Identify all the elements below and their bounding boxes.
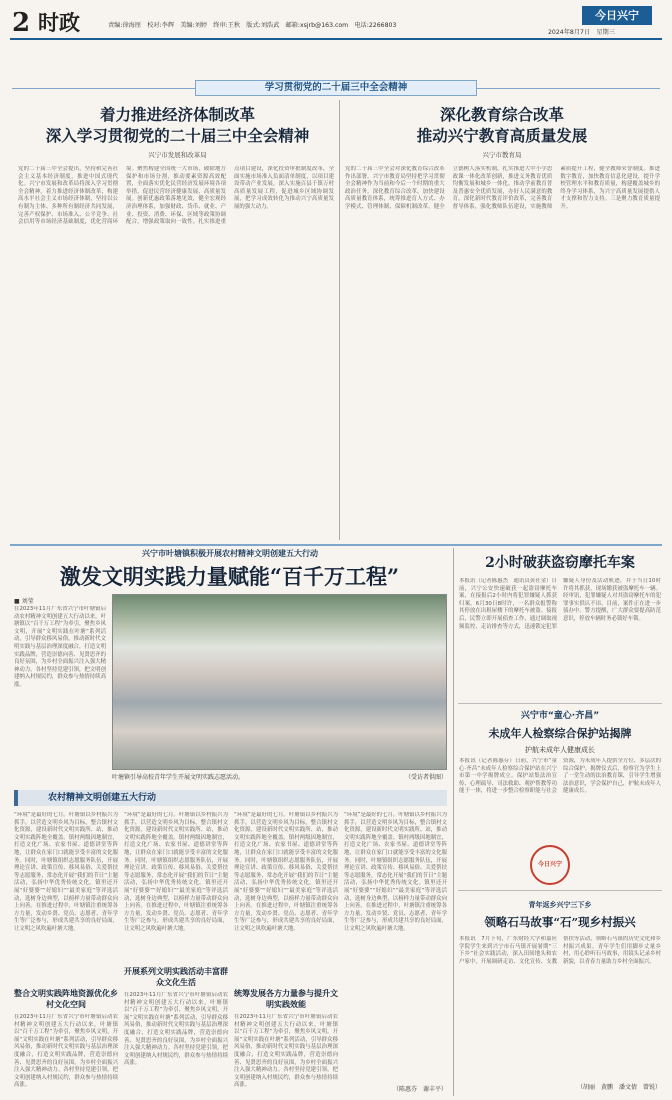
feature-body-col1: “环境”是最好的七月。叶塘镇以乡村振兴为抓手，以营造文明乡风为目标，整合镇村文化资源，建设新时代文明实践所、站，推动文明实践阵地全覆盖。镇村两级因地制宜，打造文化广场、农家书屋、道德讲堂等阵地，让群众在家门口就能享受丰富的文化服务。同时，叶塘镇组织志愿服务队伍，开展理论宣讲、政策宣传、移风易俗、关爱帮扶等志愿服务，常态化开展“我们的节日”主题活动，弘扬中华优秀传统文化。镇里还开展“好婆婆”“好媳妇”“最美家庭”等评选活动，选树身边典型，以榜样力量带动群众向上向善。在推进过程中，叶塘镇注重统筹各方力量，发动乡贤、党员、志愿者、青年学生等广泛参与，形成共建共享的良好局面，让文明之风吹遍叶塘大地。 [14,812,118,932]
newspaper-seal: 今日兴宁 [530,845,570,885]
article1-title-2: 深入学习贯彻党的二十届三中全会精神 [45,126,310,145]
article1-body: 党的二十届三中全会提出，坚持和完善社会主义基本经济制度，推进中国式现代化。兴宁市发展和改革局将深入学习贯彻全会精神，着力推进经济体制改革，构建高水平社会主义市场经济体制，坚持以公有制为主体、多种所有制经济共同发展，完善产权保护、市场准入、公平竞争、社会信用等市场经济基础制度，优化营商环境。聚焦构建全国统一大市场，破除地方保护和市场分割，推动要素资源高效配置，全面落实优化民营经济发展环境各项举措，促进民营经济健康发展、高质量发展。创新优惠政策落地见效，健全宏观经济治理体系，加强财政、货币、就业、产业、投资、消费、环保、区域等政策协调配合，增强政策取向一致性。扎实推进重点项目建设，深化投资审批制度改革，全面实施市场准入负面清单制度，以项目建设带动产业发展，深入实施百县千镇万村高质量发展工程，促进城乡区域协调发展，把学习成效转化为推动兴宁高质量发展的强大动力。 [18,166,334,226]
article2-author: 兴宁市教育局 [482,151,522,159]
subhead-integrate-positions: 整合文明实践阵地资源优化乡村文化空间 [14,988,118,1009]
news2-divider [458,890,662,891]
news2-title: 未成年人检察综合保护站揭牌 [488,727,632,740]
editor-credits: 责编:徐海厘 校对:李辉 美编:刘婷 终审:王秋 版式:刘浩武 邮箱:xsjrb@163.com 电话:2266803 [108,22,397,29]
article2-body: 党的二十届三中全会对深化教育综合改革作出部署。兴宁市教育局坚持把学习贯彻全会精神作为当前和今后一个时期的重大政治任务，深化教育综合改革，加快建设高质量教育体系，统筹推进育人方式、办学模式、管理体制、保障机制改革。健全立德树人落实机制，扎实推进大中小学思政课一体化改革创新，推进义务教育优质均衡发展和城乡一体化，推动学前教育普及普惠安全优质发展，办好人民满意的教育。深化新时代教育评价改革，完善教育督导体系，强化教师队伍建设，实施教师素质提升工程，健全教师荣誉制度。推进数字教育，加快教育信息化建设，提升学校管理水平和教育质量，构建覆盖城乡的终身学习体系，为兴宁高质量发展提供人才支撑和智力支持。三是聚力教育质量提升。 [345,166,660,210]
feature-body-col3b: 在2023年11月广东省兴宁市叶塘镇启动农村精神文明创建五大行动以来，叶塘镇以“百千万工程”为牵引，聚焦乡风文明，开展“文明实践在叶塘”系列活动，引导群众移风易俗，推动新时代文明实践与基层治理深度融合，打造文明实践品牌，营造崇德向善、见贤思齐的良好氛围，为乡村全面振兴注入强大精神动力。各村坚持党建引领，把文明创建纳入村规民约，群众参与热情持续高涨。 [234,1014,338,1089]
theme-banner: 学习贯彻党的二十届三中全会精神 [195,80,477,96]
article2-title-2: 推动兴宁教育高质量发展 [416,126,588,145]
feature-body-col4: “环境”是最好的七月。叶塘镇以乡村振兴为抓手，以营造文明乡风为目标，整合镇村文化资源，建设新时代文明实践所、站，推动文明实践阵地全覆盖。镇村两级因地制宜，打造文化广场、农家书屋、道德讲堂等阵地，让群众在家门口就能享受丰富的文化服务。同时，叶塘镇组织志愿服务队伍，开展理论宣讲、政策宣传、移风易俗、关爱帮扶等志愿服务，常态化开展“我们的节日”主题活动，弘扬中华优秀传统文化。镇里还开展“好婆婆”“好媳妇”“最美家庭”等评选活动，选树身边典型，以榜样力量带动群众向上向善。在推进过程中，叶塘镇注重统筹各方力量，发动乡贤、党员、志愿者、青年学生等广泛参与，形成共建共享的良好局面，让文明之风吹遍叶塘大地。 [344,812,447,932]
news2-subtitle: 护航未成年人健康成长 [525,746,595,754]
section-title: 时政 [38,10,80,35]
section-divider [10,544,662,546]
news3-body: 本报讯 7月下旬，广东财经大学和嘉应学院学生来到兴宁市石马镇开展暑期“三下乡”社会实践活动，深入田间地头和农户家中，开展调研走访、文化宣传、支教帮扶等活动，领略石马镇的历史文化和乡村振兴成果。青年学生们用脚步丈量乡村，用心聆听石马故事，用镜头记录乡村新貌，以青春力量助力乡村全面振兴。 [459,936,661,965]
feature-headline: 激发文明实践力量赋能“百千万工程” [59,564,400,589]
feature-lead: 在2023年11月广东省兴宁市叶塘镇启动农村精神文明创建五大行动以来，叶塘镇以“百千万工程”为牵引，聚焦乡风文明，开展“文明实践在叶塘”系列活动，引导群众移风易俗，推动新时代文明实践与基层治理深度融合，打造文明实践品牌，营造崇德向善、见贤思齐的良好氛围，为乡村全面振兴注入强大精神动力。各村坚持党建引领，把文明创建纳入村规民约，群众参与热情持续高涨。 [14,606,106,688]
feature-body-col2: “环境”是最好的七月。叶塘镇以乡村振兴为抓手，以营造文明乡风为目标，整合镇村文化资源，建设新时代文明实践所、站，推动文明实践阵地全覆盖。镇村两级因地制宜，打造文化广场、农家书屋、道德讲堂等阵地，让群众在家门口就能享受丰富的文化服务。同时，叶塘镇组织志愿服务队伍，开展理论宣讲、政策宣传、移风易俗、关爱帮扶等志愿服务，常态化开展“我们的节日”主题活动，弘扬中华优秀传统文化。镇里还开展“好婆婆”“好媳妇”“最美家庭”等评选活动，选树身边典型，以榜样力量带动群众向上向善。在推进过程中，叶塘镇注重统筹各方力量，发动乡贤、党员、志愿者、青年学生等广泛参与，形成共建共享的良好局面，让文明之风吹遍叶塘大地。 [124,812,228,932]
news1-body: 本报讯（记者陈惠杰 通讯员黄社金）日前，兴宁公安快速破获一起盗窃摩托车案，在接报后2小时内将犯罪嫌疑人抓获归案。6月30日8时许，一名群众报警称其停放在出租屋楼下的摩托车被盗。接报后，民警立即开展侦查工作，通过调取视频监控、走访排查等方式，迅速锁定犯罪嫌疑人身份及活动轨迹，并于当日10时许将其抓获，现场缴获被盗摩托车一辆。经审讯，犯罪嫌疑人对其盗窃摩托车的犯罪事实供认不讳。目前，案件正在进一步侦办中。警方提醒，广大群众要提高防范意识，停放车辆时务必锁好车锁。 [459,578,661,630]
news1-divider [458,703,662,704]
news1-title: 2小时破获盗窃摩托车案 [485,555,635,571]
newspaper-logo: 今日兴宁 [582,6,652,25]
feature-body-col3: “环境”是最好的七月。叶塘镇以乡村振兴为抓手，以营造文明乡风为目标，整合镇村文化资源，建设新时代文明实践所、站，推动文明实践阵地全覆盖。镇村两级因地制宜，打造文化广场、农家书屋、道德讲堂等阵地，让群众在家门口就能享受丰富的文化服务。同时，叶塘镇组织志愿服务队伍，开展理论宣讲、政策宣传、移风易俗、关爱帮扶等志愿服务，常态化开展“我们的节日”主题活动，弘扬中华优秀传统文化。镇里还开展“好婆婆”“好媳妇”“最美家庭”等评选活动，选树身边典型，以榜样力量带动群众向上向善。在推进过程中，叶塘镇注重统筹各方力量，发动乡贤、党员、志愿者、青年学生等广泛参与，形成共建共享的良好局面，让文明之风吹遍叶塘大地。 [234,812,338,932]
news3-author-sign: （胡丽 黄鹏 潘文倩 曾锐） [576,1084,661,1091]
news2-body: 本报讯（记者陈惠芬）日前，兴宁市“童心·齐昌”未成年人检察综合保护站在兴宁市第一中学揭牌成立。保护站集法治宣传、心理疏导、司法救助、观护帮教等功能于一体，将进一步整合检察职能与社会资源，为未成年人提供全方位、多层次的综合保护。揭牌仪式后，检察官为学生上了一堂生动的法治教育课，引导学生增强法治意识，学会保护自己，护航未成年人健康成长。 [459,758,661,795]
feature-kicker: 兴宁市叶塘镇积极开展农村精神文明创建五大行动 [142,549,318,558]
subhead-rich-activities: 开展系列文明实践活动丰富群众文化生活 [124,966,228,987]
news2-kicker: 兴宁市“童心·齐昌” [520,711,600,721]
masthead-rule [10,38,662,40]
photo-credit: （受访者供图） [404,774,447,781]
right-column-divider [453,548,454,1096]
feature-body-col2b: 在2023年11月广东省兴宁市叶塘镇启动农村精神文明创建五大行动以来，叶塘镇以“百千万工程”为牵引，聚焦乡风文明，开展“文明实践在叶塘”系列活动，引导群众移风易俗，推动新时代文明实践与基层治理深度融合，打造文明实践品牌，营造崇德向善、见贤思齐的良好氛围，为乡村全面振兴注入强大精神动力。各村坚持党建引领，把文明创建纳入村规民约，群众参与热情持续高涨。 [124,992,228,1067]
volunteer-activity-photo [112,594,447,770]
feature-author-sign: （陈惠芬 谢丰平） [392,1086,447,1093]
feature-body-col1b: 在2023年11月广东省兴宁市叶塘镇启动农村精神文明创建五大行动以来，叶塘镇以“百千万工程”为牵引，聚焦乡风文明，开展“文明实践在叶塘”系列活动，引导群众移风易俗，推动新时代文明实践与基层治理深度融合，打造文明实践品牌，营造崇德向善、见贤思齐的良好氛围，为乡村全面振兴注入强大精神动力。各村坚持党建引领，把文明创建纳入村规民约，群众参与热情持续高涨。 [14,1014,118,1089]
feature-section-band: 农村精神文明创建五大行动 [14,790,447,806]
article1-title-1: 着力推进经济体制改革 [99,105,255,124]
subhead-coordinate-forces: 统筹发展各方力量参与提升文明实践效能 [234,988,338,1009]
feature-byline: ■ 刘莹 [14,598,34,605]
page-number: 2 [12,8,31,38]
article1-author: 兴宁市发展和改革局 [148,151,207,159]
photo-caption: 叶塘镇引导高校青年学生开展文明实践志愿活动。 [112,774,245,781]
news3-title: 领略石马故事“石”现乡村振兴 [484,915,636,929]
news3-kicker: 青年返乡兴宁三下乡 [528,901,592,909]
article2-title-1: 深化教育综合改革 [439,105,564,124]
column-divider [339,100,340,540]
issue-date: 2024年8月7日 星期三 [548,29,615,36]
